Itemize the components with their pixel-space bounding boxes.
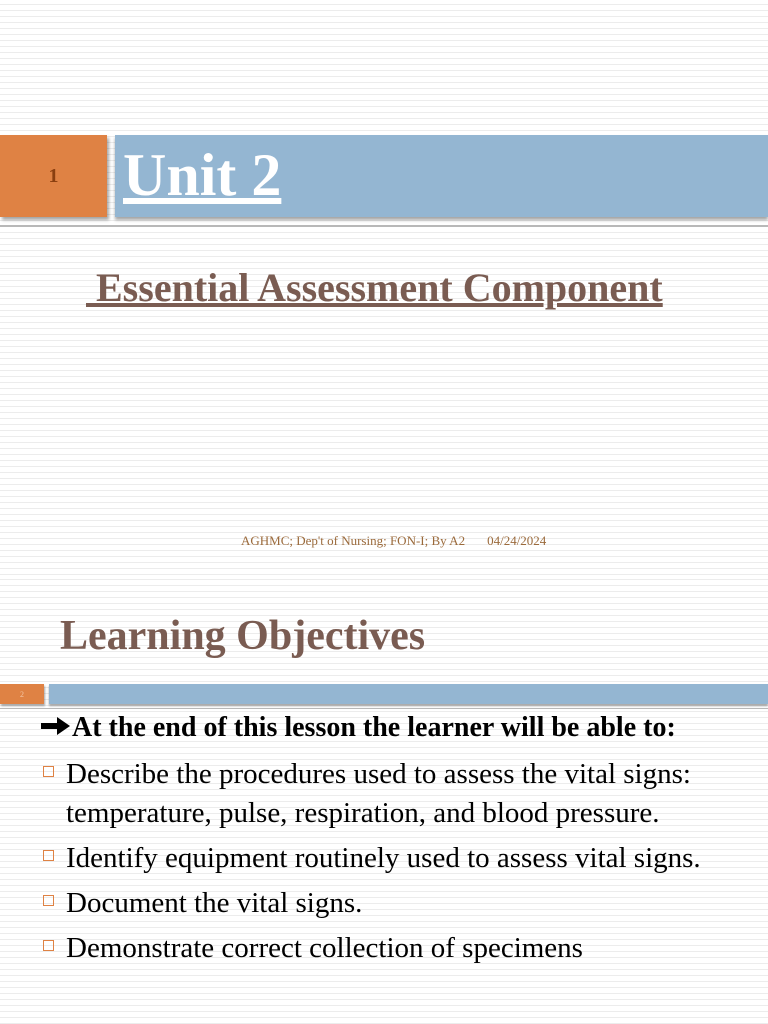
intro-text: At the end of this lesson the learner will be able to: (72, 712, 676, 743)
objective-text: Demonstrate correct collection of specimens (66, 932, 583, 964)
objective-text: Describe the procedures used to assess the vital signs: temperature, pulse, respiration, and blood pressure. (66, 758, 691, 829)
right-arrow-icon (40, 714, 72, 738)
list-item (40, 839, 740, 878)
title-bar (115, 135, 768, 217)
slide-number: 1 (48, 164, 59, 187)
hollow-square-bullet-icon (43, 766, 54, 777)
slide-footer (241, 533, 546, 549)
slide-number: 2 (20, 689, 24, 699)
hollow-square-bullet-icon (43, 850, 54, 861)
list-item (40, 929, 740, 968)
slide-title: Unit 2 (123, 142, 282, 208)
objectives-intro (40, 711, 676, 745)
title-divider (0, 225, 768, 227)
objectives-list (40, 755, 740, 974)
objective-text: Identify equipment routinely used to assess vital signs. (66, 842, 701, 874)
footer-text: AGHMC; Dep't of Nursing; FON-I; By A2 (241, 533, 466, 548)
hollow-square-bullet-icon (43, 895, 54, 906)
title-divider (0, 708, 768, 709)
list-item (40, 755, 740, 833)
title-bar (49, 684, 768, 704)
hollow-square-bullet-icon (43, 940, 54, 951)
slide-number-box (0, 135, 107, 217)
list-item (40, 884, 740, 923)
slide-number-box (0, 684, 44, 704)
footer-date: 04/24/2024 (487, 533, 547, 548)
slide-title: Learning Objectives (60, 613, 426, 659)
slide-2 (0, 575, 768, 1024)
objective-text: Document the vital signs. (66, 887, 363, 919)
slide-subtitle: Essential Assessment Component (86, 265, 663, 310)
